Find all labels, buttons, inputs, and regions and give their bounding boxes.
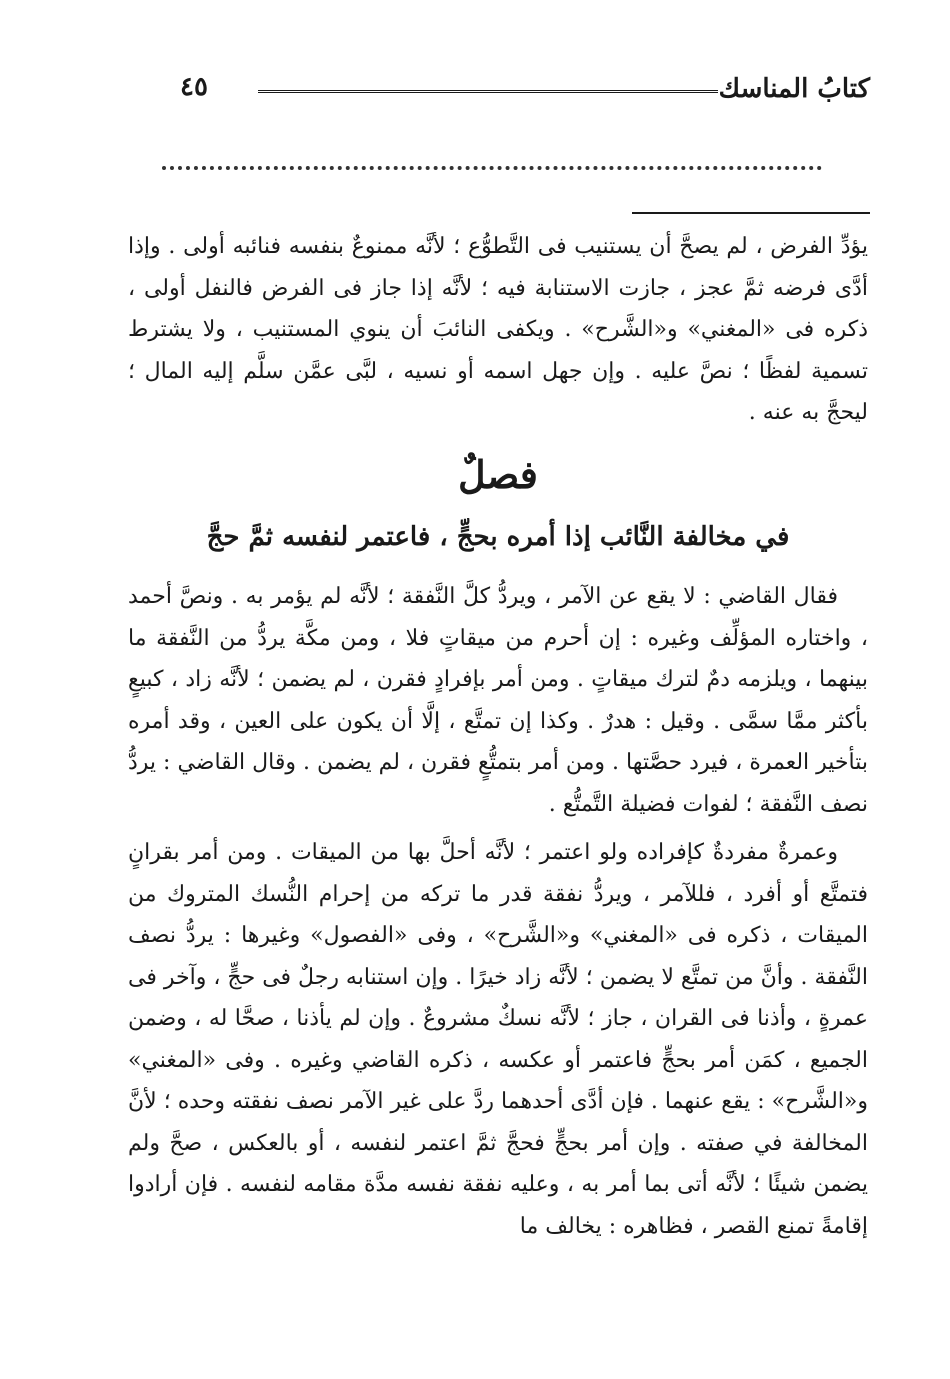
continuation-rule <box>632 212 870 214</box>
section-heading: فصلٌ <box>458 452 538 497</box>
paragraph-text: وعمرةٌ مفردةٌ كإفراده ولو اعتمر ؛ لأنَّه أحلَّ بها من الميقات . ومن أمر بقرانٍ فتمتَّع أو أفرد ، فللآمر ، ويردُّ نفقة قدر ما تركه من إحرام النُّسك المتروك من الميقات ، ذكره فى «المغني» و«الشَّرح» ، وفى «الفصول» وغيرها : يردُّ نصف النَّفقة . وأنَّ من تمتَّع لا يضمن ؛ لأنَّه زاد خيرًا . وإن استنابه رجلٌ فى حجٍّ ، وآخر فى عمرةٍ ، وأذنا فى القران ، جاز ؛ لأنَّه نسكٌ مشروعٌ . وإن لم يأذنا ، صحَّا له ، وضمن الجميع ، كمَن أمر بحجٍّ فاعتمر أو عكسه ، ذكره القاضي وغيره . وفى «المغني» و«الشَّرح» : يقع عنهما . فإن أدَّى أحدهما ردَّ على غير الآمر نصف نفقته وحده ؛ لأنَّ المخالفة في صفته . وإن أمر بحجٍّ فحجَّ ثمَّ اعتمر لنفسه ، أو بالعكس ، صحَّ ولم يضمن شيئًا ؛ لأنَّه أتى بما أمر به ، وعليه نفقة نفسه مدَّة مقامه لنفسه . فإن أرادوا إقامةً تمنع القصر ، فظاهره : يخالف ما <box>128 840 868 1239</box>
page-number: ٤٥ <box>180 72 208 102</box>
section-subheading: في مخالفة النَّائب إذا أمره بحجٍّ ، فاعتمر لنفسه ثمَّ حجَّ <box>206 522 790 552</box>
paragraph-text: يؤدِّ الفرض ، لم يصحَّ أن يستنيب فى التَّطوُّع ؛ لأنَّه ممنوعٌ بنفسه فنائبه أولى . وإذا أدَّى فرضه ثمَّ عجز ، جازت الاستنابة فيه ؛ لأنَّه إذا جاز فى الفرض فالنفل أولى ، ذكره فى «المغني» و«الشَّرح» . ويكفى النائبَ أن ينوي المستنيب ، ولا يشترط تسمية لفظًا ؛ نصَّ عليه . وإن جهل اسمه أو نسيه ، لبَّى عمَّن سلَّم إليه المال ؛ ليحجَّ به عنه . <box>128 234 868 425</box>
running-title: كتابُ المناسك <box>718 74 870 104</box>
paragraph-qadi <box>128 576 868 825</box>
paragraph-text: فقال القاضي : لا يقع عن الآمر ، ويردُّ كلَّ النَّفقة ؛ لأنَّه لم يؤمر به . ونصَّ أحمد ، واختاره المؤلِّف وغيره : إن أحرم من ميقاتٍ فلا ، ومن مكَّة يردُّ من النَّفقة ما بينهما ، ويلزمه دمٌ لترك ميقاتٍ . ومن أمر بإفرادٍ فقرن ، لم يضمن ؛ لأنَّه زاد ، كبيعٍ بأكثر ممَّا سمَّى . وقيل : هدرٌ . وكذا إن تمتَّع ، إلَّا أن يكون على العين ، وقد أمره بتأخير العمرة ، فيرد حصَّتها . ومن أمر بتمتُّعٍ فقرن ، لم يضمن . وقال القاضي : يردُّ نصف النَّفقة ؛ لفوات فضيلة التَّمتُّع . <box>128 584 868 817</box>
dotted-separator <box>162 166 822 170</box>
page-header <box>180 72 870 112</box>
paragraph-continuation <box>128 226 868 434</box>
paragraph-umrah <box>128 832 868 1247</box>
header-rule <box>258 90 718 93</box>
